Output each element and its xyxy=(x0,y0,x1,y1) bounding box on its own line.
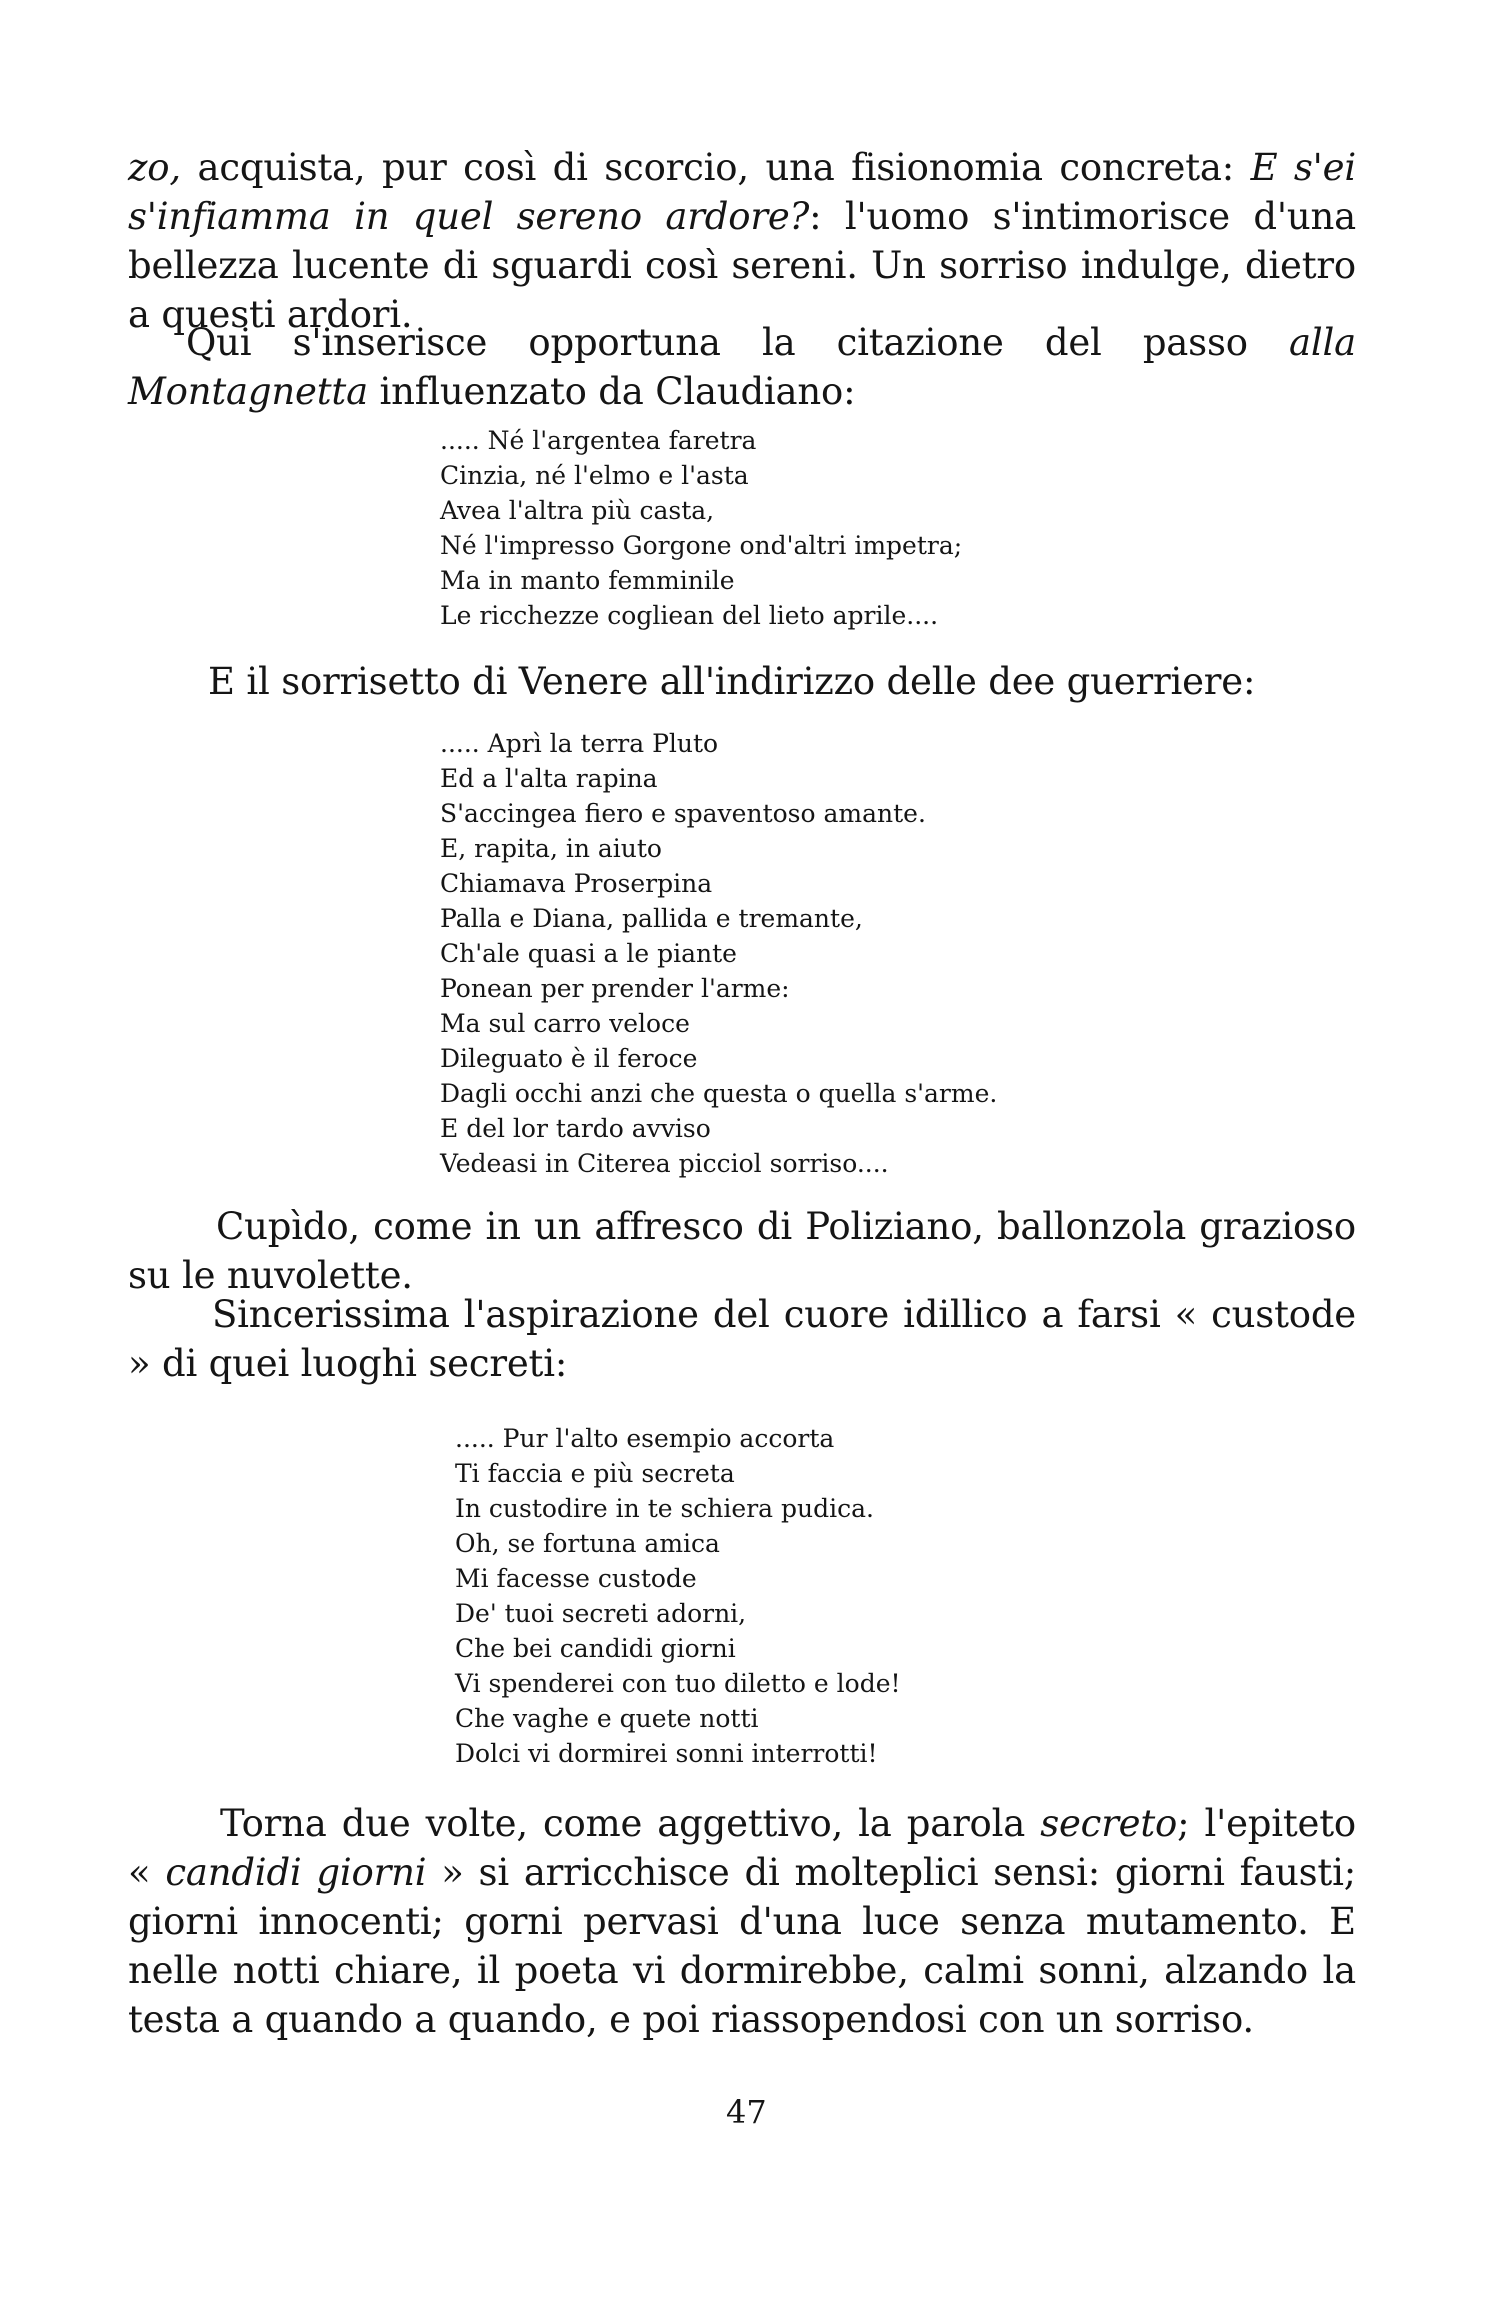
verse-line: Oh, se fortuna amica xyxy=(455,1529,720,1558)
verse-line: Che bei candidi giorni xyxy=(455,1634,736,1663)
verse-line: Mi facesse custode xyxy=(455,1564,697,1593)
verse-line: Dileguato è il feroce xyxy=(440,1044,698,1073)
verse-line: Dolci vi dormirei sonni interrotti! xyxy=(455,1739,878,1768)
paragraph-3-text: E il sorrisetto di Venere all'indirizzo delle dee guerriere: xyxy=(208,660,1256,703)
verse-line: Vedeasi in Citerea picciol sorriso.... xyxy=(440,1149,889,1178)
paragraph-6-word: secreto xyxy=(1040,1802,1178,1845)
verse-line: Che vaghe e quete notti xyxy=(455,1704,759,1733)
verse-line: Palla e Diana, pallida e tremante, xyxy=(440,904,863,933)
paragraph-6-epithet: candidi giorni xyxy=(165,1851,427,1894)
verse-line: In custodire in te schiera pudica. xyxy=(455,1494,874,1523)
paragraph-6-text-2: ; l'epiteto « xyxy=(128,1802,1356,1894)
paragraph-2 xyxy=(128,318,1356,416)
verse-line: Ed a l'alta rapina xyxy=(440,764,658,793)
verse-line: ..... Pur l'alto esempio accorta xyxy=(455,1424,835,1453)
paragraph-4 xyxy=(128,1202,1356,1300)
paragraph-1-text: acquista, pur così di scorcio, una fisionomia concreta: xyxy=(180,146,1251,189)
paragraph-2-title: alla Montagnetta xyxy=(128,321,1356,413)
verse-line: E del lor tardo avviso xyxy=(440,1114,711,1143)
verse-block-2 xyxy=(440,726,997,1181)
verse-line: Vi spenderei con tuo diletto e lode! xyxy=(455,1669,901,1698)
page-number: 47 xyxy=(726,2093,767,2131)
verse-line: Ti faccia e più secreta xyxy=(455,1459,735,1488)
paragraph-5 xyxy=(128,1290,1356,1388)
verse-line: ..... Né l'argentea faretra xyxy=(440,426,757,455)
paragraph-1-quote: E s'ei s'infiamma in quel sereno ardore? xyxy=(128,146,1356,238)
paragraph-6 xyxy=(128,1799,1356,2044)
paragraph-2-text-end: influenzato da Claudiano: xyxy=(367,370,856,413)
paragraph-6-text: Torna due volte, come aggettivo, la parola xyxy=(220,1802,1041,1845)
verse-line: Chiamava Proserpina xyxy=(440,869,713,898)
paragraph-2-text: Qui s'inserisce opportuna la citazione del passo xyxy=(186,321,1289,364)
verse-line: Avea l'altra più casta, xyxy=(440,496,715,525)
paragraph-1-fragment: zo, xyxy=(128,146,181,189)
verse-block-1 xyxy=(440,423,962,633)
verse-line: Le ricchezze cogliean del lieto aprile.... xyxy=(440,601,939,630)
verse-line: Ch'ale quasi a le piante xyxy=(440,939,737,968)
verse-line: Ponean per prender l'arme: xyxy=(440,974,790,1003)
paragraph-4-text: Cupìdo, come in un affresco di Poliziano, ballonzola grazioso su le nuvolette. xyxy=(128,1205,1356,1297)
verse-line: Dagli occhi anzi che questa o quella s'arme. xyxy=(440,1079,998,1108)
paragraph-6-text-end: » si arricchisce di molteplici sensi: giorni fausti; giorni innocenti; gorni pervasi d'una luce senza mutamento. E nelle notti chiare, il poeta vi dormirebbe, calmi sonni, alzando la testa a quando a quando, e poi riassopendosi con un sorriso. xyxy=(128,1851,1356,2041)
verse-line: Cinzia, né l'elmo e l'asta xyxy=(440,461,749,490)
verse-block-3 xyxy=(455,1421,901,1771)
verse-line: Né l'impresso Gorgone ond'altri impetra; xyxy=(440,531,963,560)
verse-line: ..... Aprì la terra Pluto xyxy=(440,729,719,758)
verse-line: Ma sul carro veloce xyxy=(440,1009,690,1038)
paragraph-1-text-end: : l'uomo s'intimorisce d'una bellezza lucente di sguardi così sereni. Un sorriso indulge, dietro a questi ardori. xyxy=(128,195,1356,336)
paragraph-3 xyxy=(128,657,1356,706)
verse-line: Ma in manto femminile xyxy=(440,566,735,595)
verse-line: De' tuoi secreti adorni, xyxy=(455,1599,747,1628)
verse-line: E, rapita, in aiuto xyxy=(440,834,662,863)
verse-line: S'accingea fiero e spaventoso amante. xyxy=(440,799,926,828)
paragraph-1 xyxy=(128,143,1356,339)
paragraph-5-text: Sincerissima l'aspirazione del cuore idillico a farsi « custode » di quei luoghi secreti: xyxy=(128,1293,1356,1385)
